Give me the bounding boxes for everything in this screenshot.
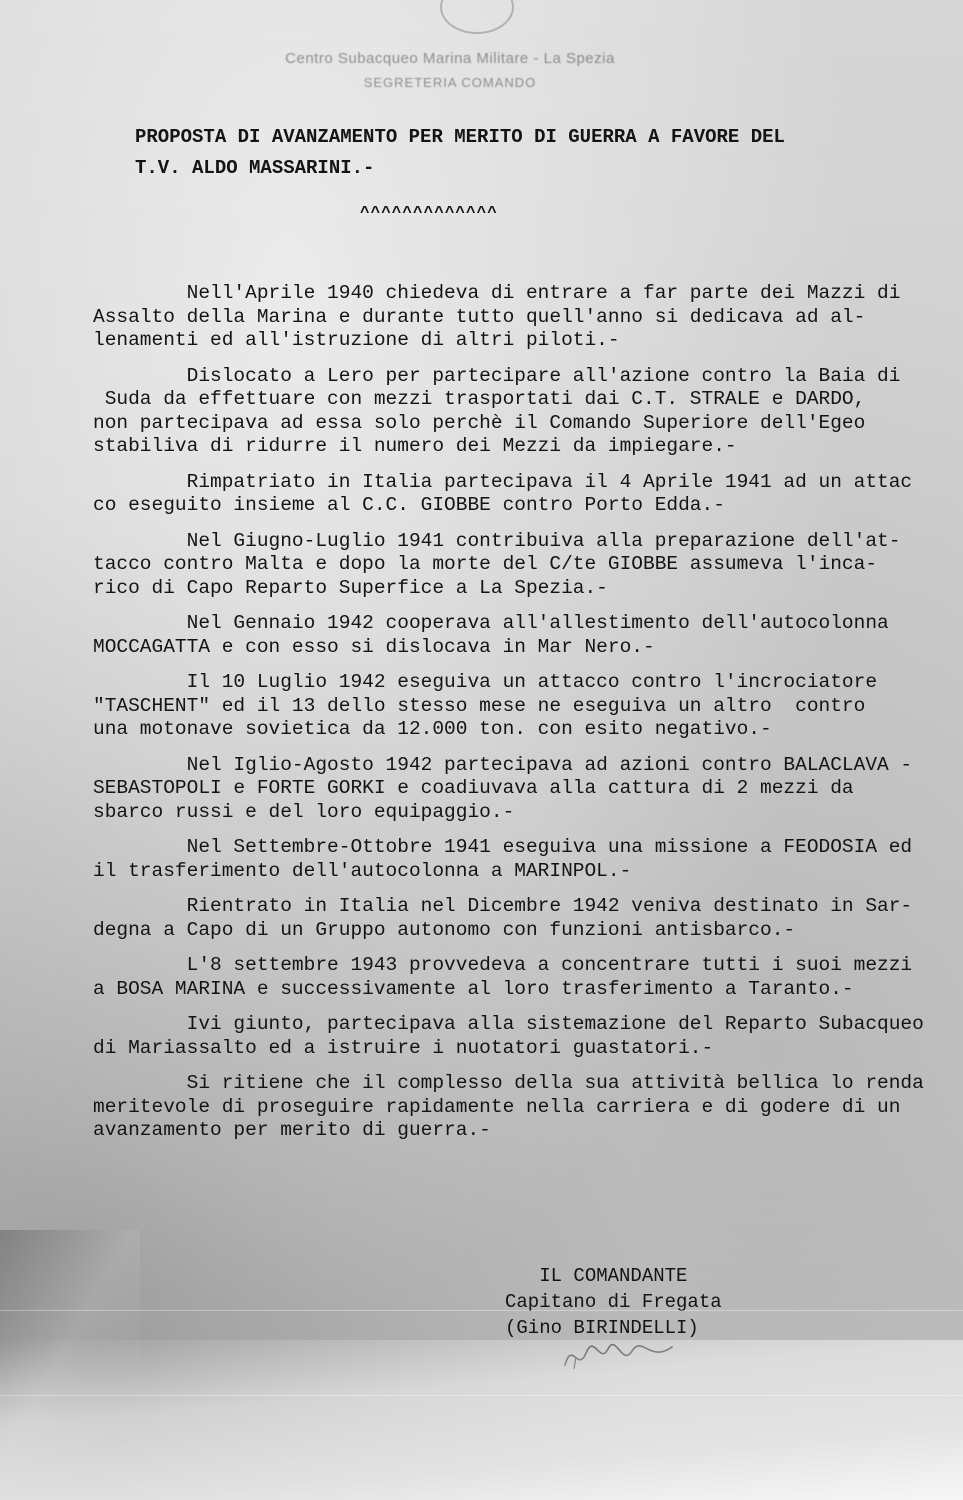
signature-block — [505, 1263, 805, 1341]
paragraph: Nell'Aprile 1940 chiedeva di entrare a far parte dei Mazzi di Assalto della Marina e durante tutto quell'anno si dedicava ad al- lenamenti ed all'istruzione di altri piloti.- — [93, 282, 901, 351]
seal-stamp — [440, 0, 514, 34]
paper-crease — [0, 1310, 963, 1311]
document-title — [135, 122, 855, 184]
paragraph: Nel Giugno-Luglio 1941 contribuiva alla preparazione dell'at- tacco contro Malta e dopo la morte del C/te GIOBBE assumeva l'inca- rico di Capo Reparto Superfice a La Spezia.- — [93, 529, 901, 599]
title-separator: ^^^^^^^^^^^^^ — [360, 204, 498, 222]
paragraph: Nel Iglio-Agosto 1942 partecipava ad azioni contro BALACLAVA - SEBASTOPOLI e FORTE GORKI e coadiuvava alla cattura di 2 mezzi da sbarco russi e del loro equipaggio.- — [93, 753, 913, 823]
signature-name: (Gino BIRINDELLI) — [505, 1317, 699, 1339]
paragraph: Dislocato a Lero per partecipare all'azione contro la Baia di Suda da effettuare con mezzi trasportati dai C.T. STRALE e DARDO, non partecipava ad essa solo perchè il Comando Superiore dell'Egeo stabiliva di ridurre il numero dei Mezzi da impiegare.- — [93, 364, 901, 457]
signature-rank: Capitano di Fregata — [505, 1291, 722, 1313]
letterhead-line1: Centro Subacqueo Marina Militare - La Spezia — [285, 50, 615, 67]
paragraph: L'8 settembre 1943 provvedeva a concentrare tutti i suoi mezzi a BOSA MARINA e successivamente al loro trasferimento a Taranto.- — [93, 954, 913, 1000]
title-line2: T.V. ALDO MASSARINI.- — [135, 157, 375, 179]
title-line1: PROPOSTA DI AVANZAMENTO PER MERITO DI GUERRA A FAVORE DEL — [135, 126, 785, 148]
letterhead-stamp — [230, 50, 670, 90]
signature-role: IL COMANDANTE — [505, 1265, 688, 1287]
paragraph: Rimpatriato in Italia partecipava il 4 Aprile 1941 ad un attac co eseguito insieme al C.C. GIOBBE contro Porto Edda.- — [93, 470, 913, 516]
document-body — [93, 282, 943, 1155]
paper-fold-bottom — [0, 1340, 963, 1500]
paragraph: Il 10 Luglio 1942 eseguiva un attacco contro l'incrociatore "TASCHENT" ed il 13 dello stesso mese ne eseguiva un altro contro una motonave sovietica da 12.000 ton. con esito negativo.- — [93, 671, 878, 740]
paragraph: Si ritiene che il complesso della sua attività bellica lo renda meritevole di proseguire rapidamente nella carriera e di godere di un avanzamento per merito di guerra.- — [93, 1072, 924, 1141]
paragraph: Nel Gennaio 1942 cooperava all'allestimento dell'autocolonna MOCCAGATTA e con esso si dislocava in Mar Nero.- — [93, 612, 889, 658]
letterhead-line2: SEGRETERIA COMANDO — [363, 75, 537, 90]
paragraph: Ivi giunto, partecipava alla sistemazione del Reparto Subacqueo di Mariassalto ed a istruire i nuotatori guastatori.- — [93, 1013, 924, 1059]
paragraph: Rientrato in Italia nel Dicembre 1942 veniva destinato in Sar- degna a Capo di un Gruppo autonomo con funzioni antisbarco.- — [93, 895, 913, 941]
paragraph: Nel Settembre-Ottobre 1941 eseguiva una missione a FEODOSIA ed il trasferimento dell'autocolonna a MARINPOL.- — [93, 836, 913, 882]
paper-crease — [0, 1395, 963, 1396]
